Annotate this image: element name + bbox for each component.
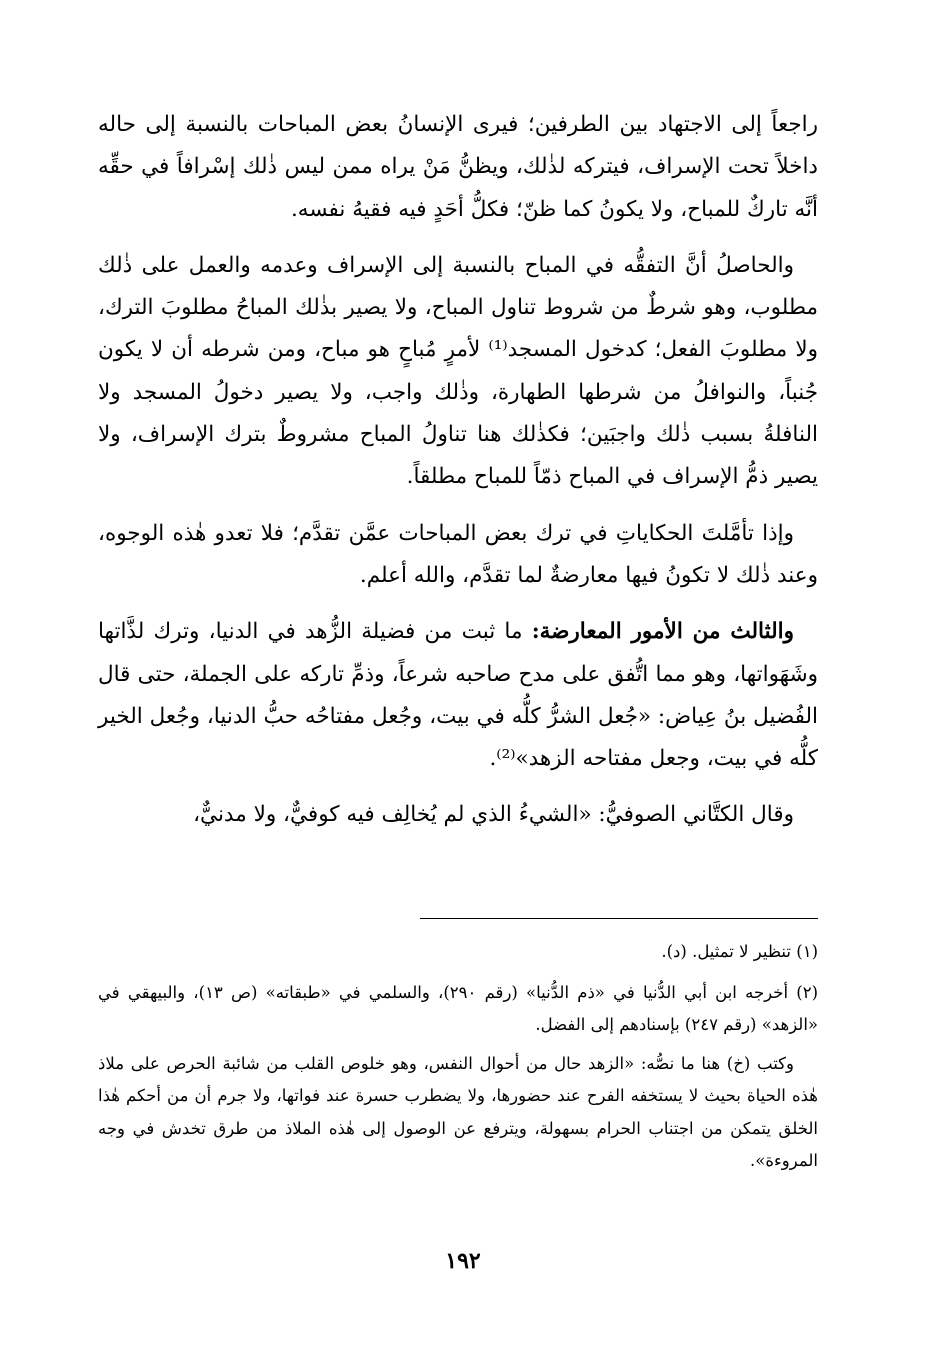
footnotes bbox=[98, 936, 818, 1184]
footnote-comment: وكتب (خ) هنا ما نصُّه: «الزهد حال من أحوال النفس، وهو خلوص القلب من شائبة الحرص على ملاذ هٰذه الحياة بحيث لا يستخفه الفرح عند حضورها، ولا يضطرب حسرة عند فواتها، ولا جرم أن من أحكم هٰذا الخلق يتمكن من اجتناب الحرام بسهولة، ويترفع عن الوصول إلى هٰذه الملاذ من طرق تخدش في وجه المروءة». bbox=[98, 1053, 818, 1170]
paragraph-1: راجعاً إلى الاجتهاد بين الطرفين؛ فيرى الإنسانُ بعض المباحات بالنسبة إلى حاله داخلاً تحت الإسراف، فيتركه لذٰلك، ويظنُّ مَنْ يراه ممن ليس ذٰلك إسْرافاً في حقِّه أنَّه تاركٌ للمباح، ولا يكونُ كما ظنّ؛ فكلُّ أحَدٍ فيه فقيهُ نفسه. bbox=[98, 112, 818, 222]
footnote-1: (١) تنظير لا تمثيل. (د). bbox=[661, 942, 818, 961]
footnote-2: (٢) أخرجه ابن أبي الدُّنيا في «ذم الدُّنيا» (رقم ٢٩٠)، والسلمي في «طبقاته» (ص ١٣)، والبيهقي في «الزهد» (رقم ٢٤٧) بإسنادهم إلى الفضل. bbox=[98, 982, 818, 1034]
paragraph-4-heading: والثالث من الأمور المعارضة: bbox=[531, 619, 795, 645]
paragraph-2: والحاصلُ أنَّ التفقُّه في المباح بالنسبة إلى الإسراف وعدمه والعمل على ذٰلك مطلوب، وهو شرطٌ من شروط تناول المباح، ولا يصير بذٰلك المباحُ مطلوبَ الترك، ولا مطلوبَ الفعل؛ كدخول المسجد⁽¹⁾ لأمرٍ مُباحٍ هو مباح، ومن شرطه أن لا يكون جُنباً، والنوافلُ من شرطها الطهارة، وذٰلك واجب، ولا يصير دخولُ المسجد ولا النافلةُ بسبب ذٰلك واجبَين؛ فكذٰلك هنا تناولُ المباح مشروطٌ بترك الإسراف، ولا يصير ذمُّ الإسراف في المباح ذمّاً للمباح مطلقاً. bbox=[98, 252, 818, 490]
paragraph-3: وإذا تأمَّلتَ الحكاياتِ في ترك بعض المباحات عمَّن تقدَّم؛ فلا تعدو هٰذه الوجوه، وعند ذٰلك لا تكونُ فيها معارضةٌ لما تقدَّم، والله أعلم. bbox=[98, 520, 818, 588]
page-number: ١٩٢ bbox=[445, 1248, 481, 1274]
paragraph-4-body: ما ثبت من فضيلة الزُّهد في الدنيا، وترك لذَّاتها وشَهَواتها، وهو مما اتُّفق على مدح صاحبه شرعاً، وذمِّ تاركه على الجملة، حتى قال الفُضيل بنُ عِياض: «جُعل الشرُّ كلُّه في بيت، وجُعل مفتاحُه حبُّ الدنيا، وجُعل الخير كلُّه في بيت، وجعل مفتاحه الزهد»⁽²⁾. bbox=[98, 619, 818, 772]
paragraph-5: وقال الكتَّاني الصوفيُّ: «الشيءُ الذي لم يُخالِف فيه كوفيٌّ، ولا مدنيٌّ، bbox=[193, 802, 794, 828]
footnote-separator bbox=[420, 918, 818, 919]
main-text bbox=[98, 104, 818, 837]
paragraph-4 bbox=[98, 611, 818, 780]
